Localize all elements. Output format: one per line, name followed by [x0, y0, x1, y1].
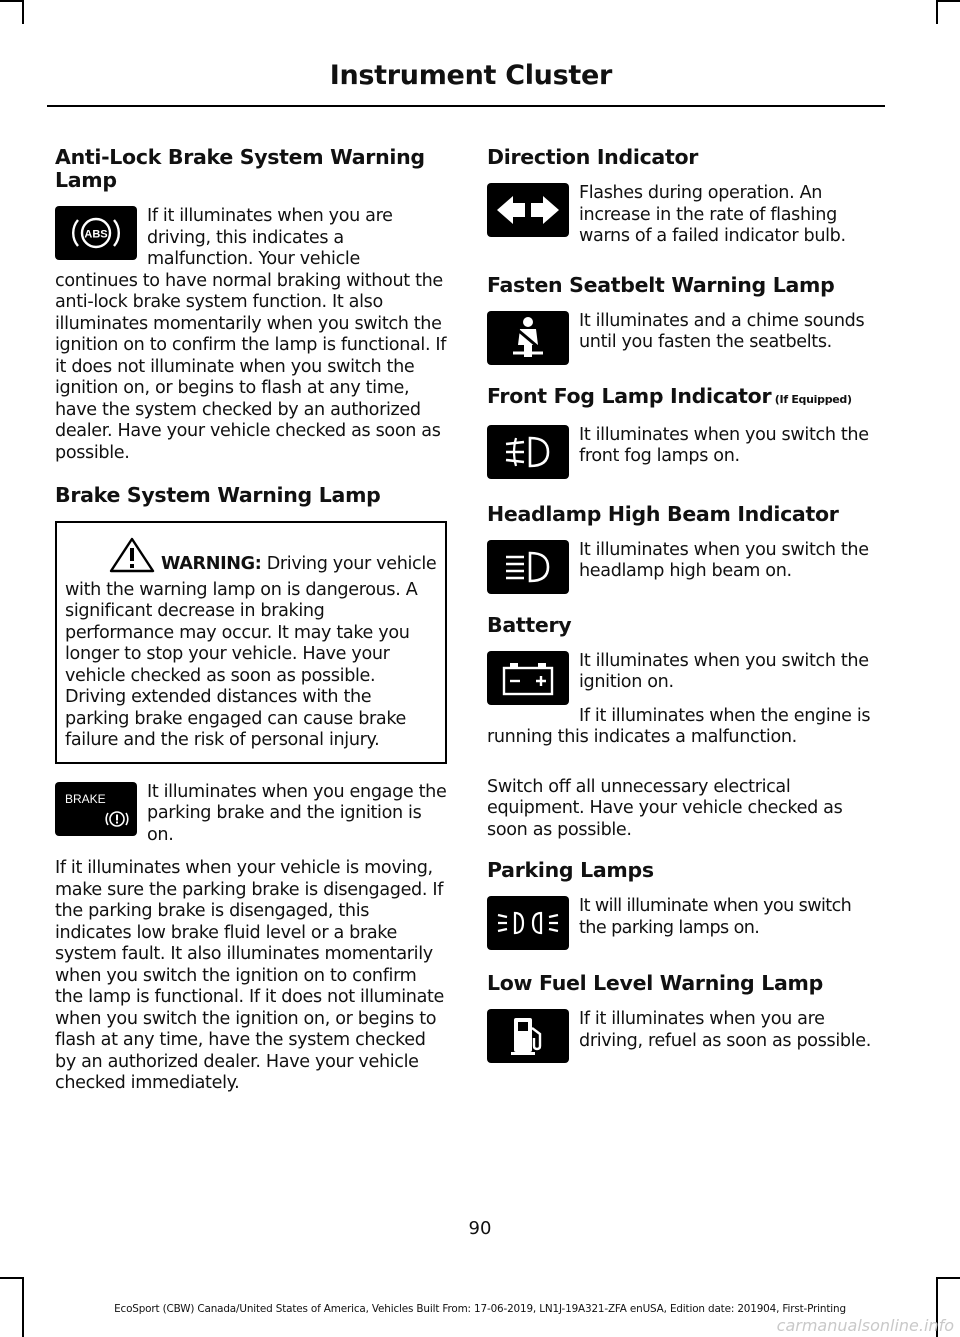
crop-mark [936, 0, 938, 24]
battery-heading: Battery [487, 612, 572, 637]
abs-text: If it illuminates when you are driving, this indicates a malfunction. Your vehicle continues to have normal braking without the anti-lock brake system function. It also illuminates momentarily when you switch the ignition on to confirm the lamp is functional. If it does not illuminate when you switch the ignition on, or begins to flash at any time, have the system checked by an authorized dealer. Have your vehicle checked as soon as possible. [55, 206, 447, 463]
fog-heading-wrap [487, 385, 879, 411]
seatbelt-section [487, 274, 879, 371]
fog-text: It illuminates when you switch the front fog lamps on. [579, 424, 869, 466]
header-divider [47, 105, 885, 107]
parking-text: It will illuminate when you switch the parking lamps on. [579, 896, 852, 938]
parking-section [487, 859, 879, 956]
crop-mark [936, 0, 960, 2]
brake-section [55, 484, 447, 1095]
front-fog-lamp-icon [487, 425, 569, 479]
highbeam-text: It illuminates when you switch the headlamp high beam on. [579, 539, 869, 581]
brake-heading: Brake System Warning Lamp [55, 483, 381, 507]
highbeam-section [487, 503, 879, 600]
svg-text:ABS: ABS [84, 228, 108, 241]
direction-arrows-icon [487, 183, 569, 237]
abs-warning-icon [55, 206, 137, 260]
battery-icon [487, 651, 569, 705]
crop-mark [0, 0, 24, 2]
footer-edition-text: EcoSport (CBW) Canada/United States of America, Vehicles Built From: 17-06-2019, LN1J-19A321-ZFA enUSA, Edition date: 201904, First-Printing [114, 1303, 846, 1315]
fuel-section [487, 972, 879, 1069]
fuel-text: If it illuminates when you are driving, refuel as soon as possible. [579, 1009, 871, 1051]
fuel-pump-icon [487, 1009, 569, 1063]
warning-label: WARNING: [161, 554, 262, 574]
fuel-heading: Low Fuel Level Warning Lamp [487, 971, 823, 995]
brake-text-1: It illuminates when you engage the parking brake and the ignition is on. [147, 781, 447, 845]
page-title: Instrument Cluster [329, 60, 612, 91]
battery-text-2: If it illuminates when the engine is running this indicates a malfunction. [487, 705, 871, 747]
seatbelt-icon [487, 311, 569, 365]
direction-text: Flashes during operation. An increase in the rate of flashing warns of a failed indicator bulb. [579, 183, 846, 246]
left-column [55, 146, 447, 1107]
warning-text: Driving your vehicle with the warning lamp on is dangerous. A significant decrease in braking performance may occur. It may take you longer to stop your vehicle. Have your vehicle checked as soon as possible. Driving extended distances with the parking brake engaged can cause brake failure and the risk of personal injury. [65, 554, 437, 750]
battery-text-1: It illuminates when you switch the ignition on. [579, 650, 869, 692]
fog-section [487, 385, 879, 485]
fog-note: (If Equipped) [771, 392, 852, 406]
page-number: 90 [468, 1218, 492, 1239]
seatbelt-heading: Fasten Seatbelt Warning Lamp [487, 272, 835, 297]
right-column [487, 146, 879, 1081]
warning-triangle-icon [109, 537, 155, 580]
parking-lamps-icon [487, 896, 569, 950]
direction-section [487, 146, 879, 260]
direction-heading: Direction Indicator [487, 145, 699, 169]
seatbelt-text: It illuminates and a chime sounds until you fasten the seatbelts. [579, 310, 865, 352]
battery-text-3: Switch off all unnecessary electrical equipment. Have your vehicle checked as soon as possible. [487, 776, 843, 840]
crop-mark [0, 1277, 24, 1279]
battery-section [487, 614, 879, 842]
brake-text-2: If it illuminates when your vehicle is moving, make sure the parking brake is disengaged. If the parking brake is disengaged, this indicates low brake fluid level or a brake system fault. It also illuminates momentarily when you switch the ignition on to confirm the lamp is functional. If it does not illuminate when you switch the ignition on, or begins to flash at any time, have the system checked by an authorized dealer. Have your vehicle checked immediately. [55, 858, 445, 1093]
abs-section [55, 146, 447, 464]
warning-box [55, 521, 447, 764]
fog-heading: Front Fog Lamp Indicator [487, 383, 772, 408]
watermark: carmanualsonline.info [776, 1316, 954, 1335]
warning-paragraph [65, 537, 437, 752]
crop-mark [936, 1277, 960, 1279]
highbeam-heading: Headlamp High Beam Indicator [487, 501, 839, 526]
crop-mark [22, 0, 24, 24]
high-beam-icon [487, 540, 569, 594]
abs-heading: Anti-Lock Brake System Warning Lamp [55, 145, 425, 192]
brake-warning-icon [55, 782, 137, 836]
brake-icon-label: BRAKE [65, 791, 106, 806]
parking-heading: Parking Lamps [487, 858, 654, 882]
